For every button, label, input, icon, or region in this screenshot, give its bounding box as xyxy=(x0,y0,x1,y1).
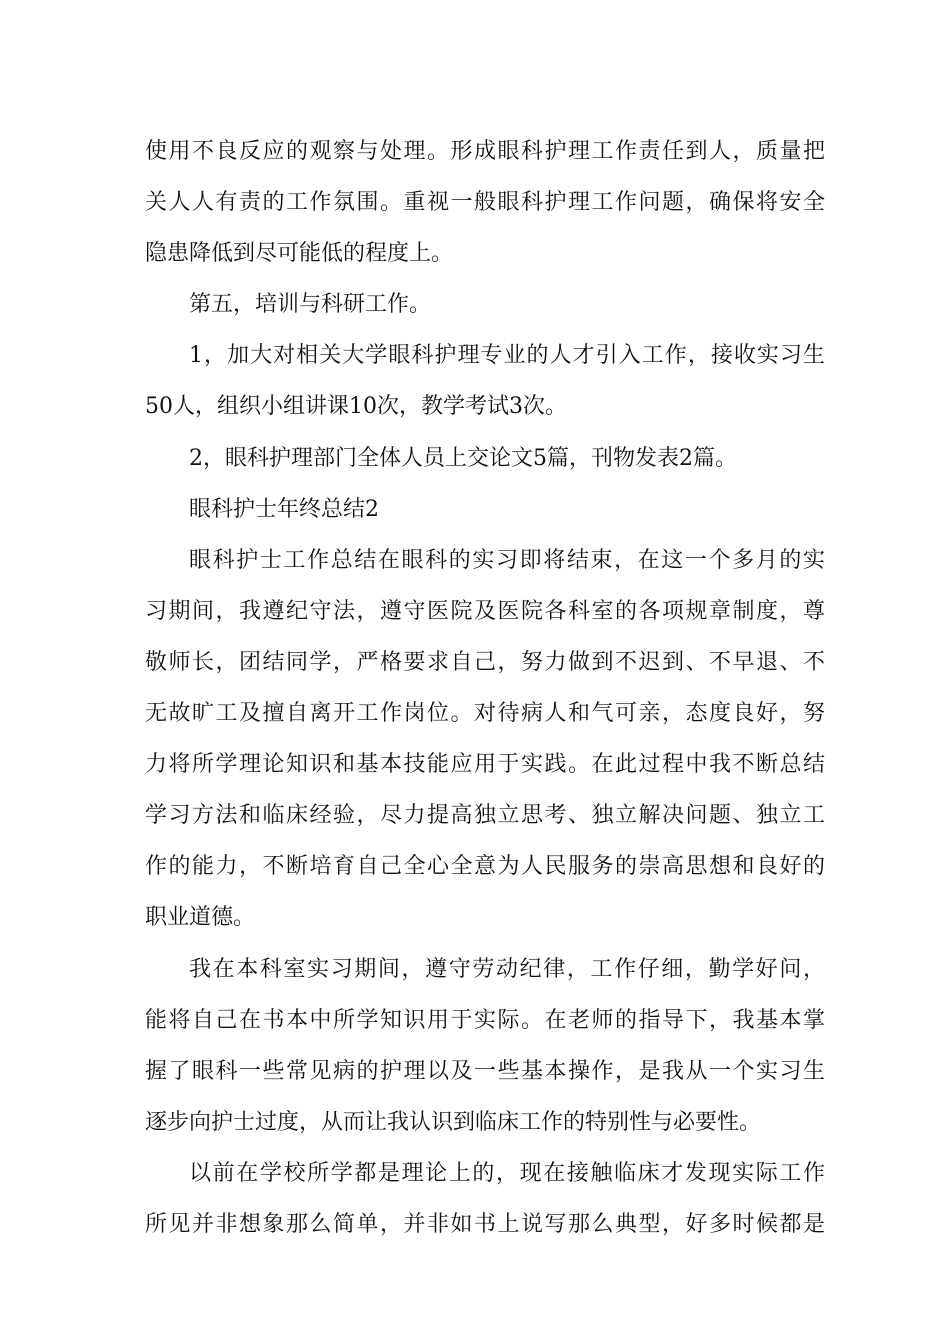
text-line: 所见并非想象那么简单，并非如书上说写那么典型，好多时候都是 xyxy=(145,1211,825,1237)
text-line: 使用不良反应的观察与处理。形成眼科护理工作责任到人，质量把 xyxy=(145,139,825,164)
document-body xyxy=(145,126,825,1250)
text-line: 逐步向护士过度，从而让我认识到临床工作的特别性与必要性。 xyxy=(145,1109,762,1135)
text-line: 眼科护士年终总结2 xyxy=(189,496,379,522)
text-line: 习期间，我遵纪守法，遵守医院及医院各科室的各项规章制度，尊 xyxy=(145,598,825,624)
text-line: 握了眼科一些常见病的护理以及一些基本操作，是我从一个实习生 xyxy=(145,1058,825,1084)
text-line: 第五，培训与科研工作。 xyxy=(189,292,432,318)
text-line: 力将所学理论知识和基本技能应用于实践。在此过程中我不断总结 xyxy=(145,752,825,778)
text-line: 眼科护士工作总结在眼科的实习即将结束，在这一个多月的实 xyxy=(189,547,825,573)
text-line: 学习方法和临床经验，尽力提高独立思考、独立解决问题、独立工 xyxy=(145,803,825,829)
text-line: 1，加大对相关大学眼科护理专业的人才引入工作，接收实习生 xyxy=(189,343,825,369)
text-line: 无故旷工及擅自离开工作岗位。对待病人和气可亲，态度良好，努 xyxy=(145,701,825,727)
text-line: 作的能力，不断培育自己全心全意为人民服务的崇高思想和良好的 xyxy=(145,854,825,880)
text-line: 职业道德。 xyxy=(145,905,256,931)
text-line: 2，眼科护理部门全体人员上交论文5篇，刊物发表2篇。 xyxy=(189,445,737,471)
text-line: 隐患降低到尽可能低的程度上。 xyxy=(145,241,454,267)
text-line: 以前在学校所学都是理论上的，现在接触临床才发现实际工作 xyxy=(189,1160,825,1186)
text-line: 关人人有责的工作氛围。重视一般眼科护理工作问题，确保将安全 xyxy=(145,190,825,216)
text-line: 敬师长，团结同学，严格要求自己，努力做到不迟到、不早退、不 xyxy=(145,649,825,675)
text-line: 我在本科室实习期间，遵守劳动纪律，工作仔细，勤学好问， xyxy=(189,956,825,982)
text-line: 能将自己在书本中所学知识用于实际。在老师的指导下，我基本掌 xyxy=(145,1007,825,1033)
text-line: 50人，组织小组讲课10次，教学考试3次。 xyxy=(145,394,567,420)
